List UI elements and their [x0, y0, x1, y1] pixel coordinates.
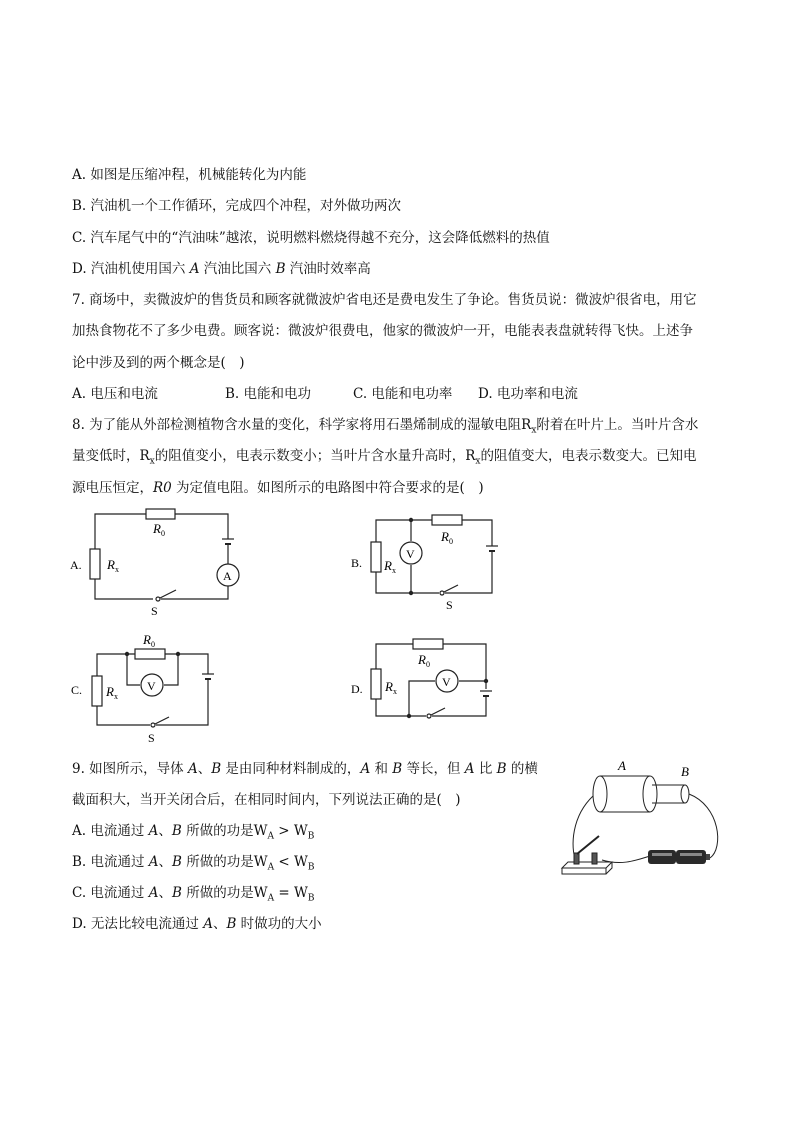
- q7-stem-line2: 加热食物花不了多少电费。顾客说：微波炉很费电，他家的微波炉一开，电能表表盘就转得飞快。上述争: [72, 323, 693, 339]
- circuit-c-rx-label: $R_x$: [106, 684, 118, 701]
- q9-figure-label-b: B: [681, 764, 689, 779]
- q8-stem-line1: 8. 为了能从外部检测植物含水量的变化，科学家将用石墨烯制成的湿敏电阻$R_x$附着在叶片上。当叶片含水: [72, 417, 699, 436]
- q6-option-d: D. 汽油机使用国六 A 汽油比国六 B 汽油时效率高: [72, 261, 371, 277]
- q6-option-b: B. 汽油机一个工作循环，完成四个冲程，对外做功两次: [72, 198, 402, 214]
- q9-option-a: A. 电流通过 A、B 所做的功是$W_A > W_B$: [72, 823, 315, 842]
- circuit-d-r0-label: $R_0$: [418, 652, 430, 669]
- circuit-c-switch-label: S: [148, 731, 155, 745]
- circuit-a-r0-label: $R_0$: [153, 521, 165, 538]
- q9-option-c: C. 电流通过 A、B 所做的功是$W_A = W_B$: [72, 885, 315, 904]
- circuit-b-r0-label: $R_0$: [441, 529, 453, 546]
- q6-option-a: A. 如图是压缩冲程，机械能转化为内能: [72, 167, 307, 183]
- circuit-a-switch-label: S: [151, 604, 158, 618]
- circuit-d-rx-label: $R_x$: [385, 679, 397, 696]
- q7-option-b: B. 电能和电功: [225, 386, 312, 402]
- circuit-d-letter: D.: [351, 682, 363, 696]
- circuit-c-voltmeter-label: V: [147, 679, 156, 693]
- battery-pack-icon: [648, 850, 710, 864]
- q7-option-a: A. 电压和电流: [72, 386, 158, 402]
- q9-option-b: B. 电流通过 A、B 所做的功是$W_A < W_B$: [72, 854, 315, 873]
- circuit-c-diagram: [68, 628, 228, 744]
- circuit-b-switch-label: S: [446, 598, 453, 612]
- circuit-b-rx-label: $R_x$: [384, 558, 396, 575]
- circuit-d-diagram: [350, 635, 500, 725]
- circuit-a-ammeter-label: A: [223, 569, 232, 583]
- q7-option-d: D. 电功率和电流: [478, 386, 578, 402]
- circuit-a-letter: A.: [70, 558, 82, 572]
- q7-stem-line3: 论中涉及到的两个概念是( ): [72, 355, 245, 371]
- circuit-c-r0-label: $R_0$: [143, 632, 155, 649]
- q6-option-c: C. 汽车尾气中的“汽油味”越浓，说明燃料燃烧得越不充分，这会降低燃料的热值: [72, 230, 550, 246]
- circuit-b-letter: B.: [351, 556, 363, 570]
- circuit-c-letter: C.: [71, 683, 83, 697]
- circuit-b-voltmeter-label: V: [406, 547, 415, 561]
- q8-stem-line3: 源电压恒定，R0 为定值电阻。如图所示的电路图中符合要求的是( ): [72, 480, 484, 496]
- q9-stem-line1: 9. 如图所示，导体 A、B 是由同种材料制成的，A 和 B 等长，但 A 比 B 的横: [72, 761, 538, 777]
- circuit-a-diagram: [65, 505, 255, 617]
- q9-conductor-circuit-figure: [552, 756, 752, 882]
- q8-stem-line2: 量变低时，$R_x$的阻值变小，电表示数变小；当叶片含水量升高时，$R_x$的阻值变大，电表示数变大。已知电: [72, 448, 697, 467]
- circuit-d-voltmeter-label: V: [442, 675, 451, 689]
- q9-stem-line2: 截面积大，当开关闭合后，在相同时间内，下列说法正确的是( ): [72, 792, 461, 808]
- q7-option-c: C. 电能和电功率: [353, 386, 453, 402]
- q9-option-d: D. 无法比较电流通过 A、B 时做功的大小: [72, 916, 322, 932]
- circuit-a-rx-label: $R_x$: [107, 557, 119, 574]
- circuit-b-diagram: [346, 510, 506, 614]
- q7-stem-line1: 7. 商场中，卖微波炉的售货员和顾客就微波炉省电还是费电发生了争论。售货员说：微波炉很省电，用它: [72, 292, 697, 308]
- q9-figure-label-a: A: [618, 758, 626, 773]
